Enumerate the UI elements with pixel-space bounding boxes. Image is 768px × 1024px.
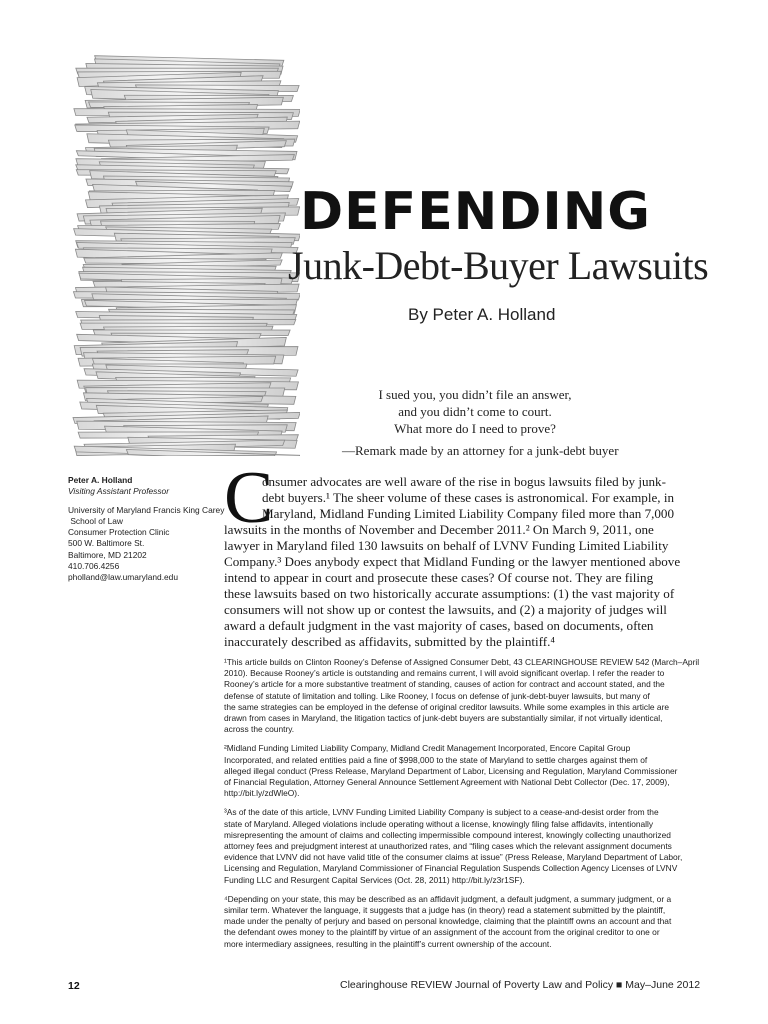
epigraph-line: I sued you, you didn’t file an answer, xyxy=(378,387,572,402)
footnote-line: drawn from cases in Maryland, the litigation tactics of junk-debt buyers are substantially similar, if not virtually identical, xyxy=(224,713,663,724)
body-line: lawyer in Maryland filed 130 lawsuits on behalf of LVNV Funding Limited Liability xyxy=(224,538,669,553)
author-affiliation: School of Law xyxy=(68,515,123,526)
body-line: intend to appear in court and prosecute these cases? Of course not. They are filing xyxy=(224,570,654,585)
footnote-2 xyxy=(224,743,680,799)
body-line: lawsuits in the months of November and December 2011.² On March 9, 2011, one xyxy=(224,522,654,537)
footnote-line: similar term. Whatever the language, it suggests that a judge has (in theory) read a statement submitted by the plaintiff, xyxy=(224,905,666,916)
footnote-line: ³As of the date of this article, LVNV Funding Limited Liability Company is subject to a cease-and-desist order from the xyxy=(224,807,659,818)
footnote-line: Funding LLC and Resurgent Capital Services (Oct. 28, 2011) http://bit.ly/z3r1SF). xyxy=(224,874,525,885)
body-line: inaccurately described as affidavits, submitted by the plaintiff.⁴ xyxy=(224,634,555,649)
footnote-line: ²Midland Funding Limited Liability Company, Midland Credit Management Incorporated, Encore Capital Group xyxy=(224,743,631,754)
author-phone: 410.706.4256 xyxy=(68,561,120,572)
footnote-line: attorney fees and prejudgment interest at unauthorized rates, and “filing cases which the relevant assignment documents xyxy=(224,841,672,852)
footnote-line: defense of statute of limitation and tolling. Like Rooney, I focus on defense of junk-debt-buyer lawsuits, but many of xyxy=(224,690,650,701)
author-title: Visiting Assistant Professor xyxy=(68,486,170,497)
footer-publication: Clearinghouse REVIEW Journal of Poverty Law and Policy ■ May–June 2012 xyxy=(340,979,701,991)
footnote-line: 2010). Because Rooney’s article is outstanding and remains current, I will avoid significant overlap. I refer the reader to xyxy=(224,668,665,679)
footnote-line: the defendant owes money to the plaintiff by virtue of an assignment of the account from the original creditor to one or xyxy=(224,927,660,938)
footnote-4 xyxy=(224,894,680,950)
footnote-line: across the country. xyxy=(224,724,295,735)
footnote-line: misrepresenting the amount of claims and collecting impermissible compound interest, knowingly collecting unauthorized xyxy=(224,829,671,840)
drop-cap: C xyxy=(224,457,274,539)
author-email[interactable]: pholland@law.umaryland.edu xyxy=(68,572,179,583)
body-line: Maryland, Midland Funding Limited Liability Company filed more than 7,000 xyxy=(262,506,675,521)
body-line: these lawsuits based on two historically accurate assumptions: (1) the vast majority of xyxy=(224,586,675,601)
epigraph-line: What more do I need to prove? xyxy=(394,421,556,436)
footnote-line: evidence that LVNV did not have valid title of the consumer claims at issue” (Press Release, Maryland Department of Labor, xyxy=(224,852,683,863)
footnote-line: made under the penalty of perjury and based on personal knowledge, claiming that the plaintiff owns an account and that xyxy=(224,916,672,927)
author-name: Peter A. Holland xyxy=(68,475,133,485)
page-number: 12 xyxy=(68,980,80,992)
epigraph-attribution: —Remark made by an attorney for a junk-debt buyer xyxy=(342,443,619,458)
footnote-line: alleged illegal conduct (Press Release, Maryland Department of Labor, Licensing and Regulation, Maryland Commissioner xyxy=(224,765,678,776)
footnote-1 xyxy=(224,657,700,735)
article-byline: By Peter A. Holland xyxy=(408,305,556,324)
footnote-3 xyxy=(224,807,683,885)
footnote-line: ⁴Depending on your state, this may be described as an affidavit judgment, a default judgment, a summary judgment, or a xyxy=(224,893,672,904)
footnotes xyxy=(224,657,700,958)
body-line: consumers will not show up or contest the lawsuits, and (2) a majority of judges will xyxy=(224,602,667,617)
body-line: Company.³ Does anybody expect that Midland Funding or the lawyer mentioned above xyxy=(224,554,681,569)
footnote-line: Licensing and Regulation, Maryland Commissioner of Financial Regulation Suspends Collection Agency Licenses of LVNV xyxy=(224,863,678,874)
paper-stack-image xyxy=(68,52,300,456)
article-title: DEFENDING xyxy=(300,182,651,242)
author-clinic: Consumer Protection Clinic xyxy=(68,527,170,538)
footnote-line: state of Maryland. Alleged violations include operating without a license, knowingly filing false affidavits, intentionally xyxy=(224,818,654,829)
article-subtitle: Junk-Debt-Buyer Lawsuits xyxy=(288,243,709,288)
author-info xyxy=(68,475,225,584)
footnote-line: Incorporated, and related entities paid a fine of $998,000 to the state of Maryland to settle charges against them of xyxy=(224,754,648,765)
footnote-line: of Financial Regulation, Attorney General Announce Settlement Agreement with National Debt Collector (Dec. 17, 2009), xyxy=(224,777,670,788)
footnote-line: the same strategies can be employed in the defense of original creditor lawsuits. While some examples in this article are xyxy=(224,701,670,712)
footnote-line: more intermediary assignees, resulting in the plaintiff’s current ownership of the account. xyxy=(224,938,552,949)
footnote-line: ¹This article builds on Clinton Rooney’s Defense of Assigned Consumer Debt, 43 CLEARINGHOUSE REVIEW 542 (March–April xyxy=(224,657,700,667)
body-line: debt buyers.¹ The sheer volume of these cases is astronomical. For example, in xyxy=(262,490,675,505)
author-street: 500 W. Baltimore St. xyxy=(68,538,145,549)
footnote-line: http://bit.ly/zdWleO). xyxy=(224,788,300,799)
epigraph-line: and you didn’t come to court. xyxy=(398,404,552,419)
epigraph xyxy=(370,386,580,437)
body-line: onsumer advocates are well aware of the rise in bogus lawsuits filed by junk- xyxy=(262,474,666,489)
author-affiliation: University of Maryland Francis King Carey xyxy=(68,504,225,515)
footnote-line: Rooney’s article for a more substantive treatment of standing, causes of action for contract and account stated, and the xyxy=(224,679,665,690)
body-line: award a default judgment in the vast majority of cases, based on documents, often xyxy=(224,618,654,633)
author-city: Baltimore, MD 21202 xyxy=(68,549,147,560)
